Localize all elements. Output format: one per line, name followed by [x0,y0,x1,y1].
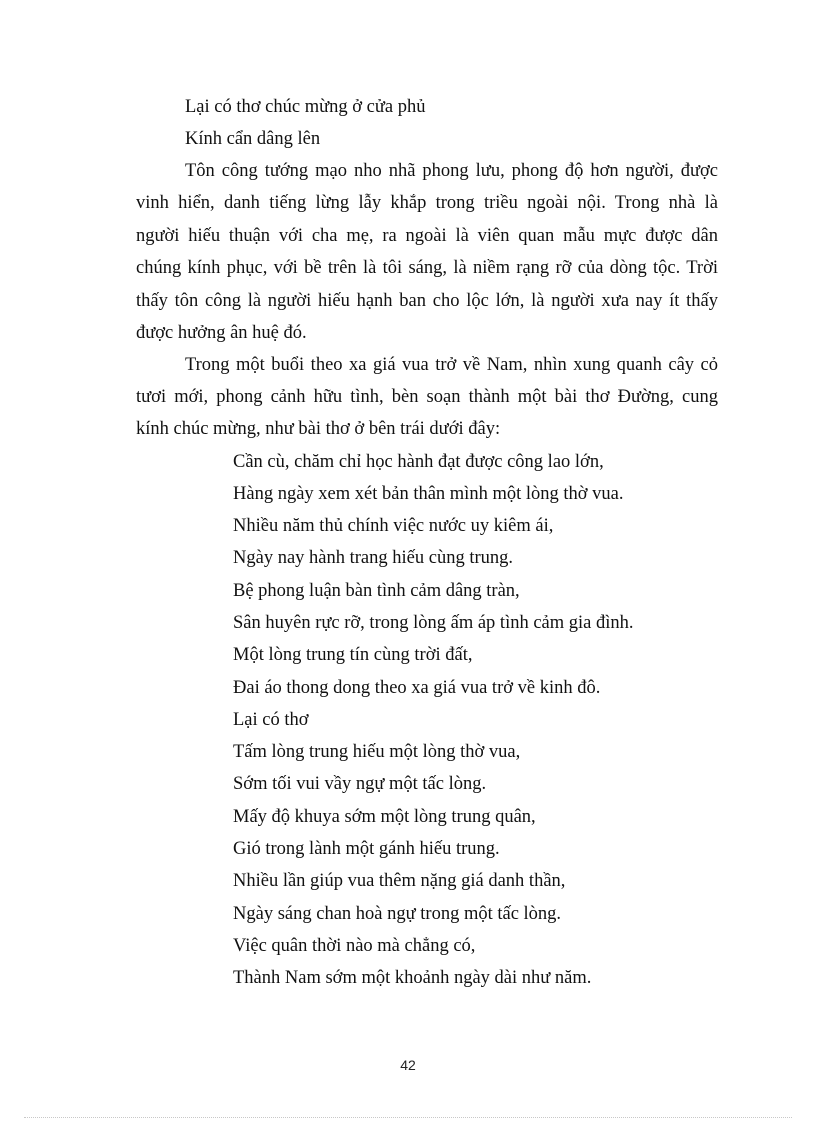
poem-line: Một lòng trung tín cùng trời đất, [233,645,473,665]
poem-line: Tấm lòng trung hiếu một lòng thờ vua, [233,742,521,762]
poem-line: Cần cù, chăm chỉ học hành đạt được công lao lớn, [233,452,604,472]
poem-line: Ngày nay hành trang hiếu cùng trung. [233,548,513,568]
poem-line: Việc quân thời nào mà chẳng có, [233,936,476,956]
poem-line: Sớm tối vui vầy ngự một tấc lòng. [233,774,487,794]
poem-line: Hàng ngày xem xét bản thân mình một lòng thờ vua. [233,484,624,504]
paragraph-line: kính chúc mừng, như bài thơ ở bên trái dưới đây: [136,419,501,439]
poem-line: Đai áo thong dong theo xa giá vua trở về kinh đô. [233,678,601,698]
poem-line: Nhiều lần giúp vua thêm nặng giá danh thần, [233,871,566,891]
paragraph-line: thấy tôn công là người hiếu hạnh ban cho lộc lớn, là người xưa nay ít thấy [136,291,718,311]
paragraph-line: chúng kính phục, với bề trên là tôi sáng, là niềm rạng rỡ của dòng tộc. Trời [136,258,718,278]
paragraph-line: được hưởng ân huệ đó. [136,323,307,343]
page-bottom-border [24,1117,792,1118]
paragraph-line: vinh hiển, danh tiếng lừng lẫy khắp trong triều ngoài nội. Trong nhà là [136,193,718,213]
poem-line: Bệ phong luận bàn tình cảm dâng tràn, [233,581,520,601]
poem-line: Mấy độ khuya sớm một lòng trung quân, [233,807,536,827]
intro-line: Kính cẩn dâng lên [185,129,321,149]
paragraph-line: người hiếu thuận với cha mẹ, ra ngoài là viên quan mẫu mực được dân [136,226,718,246]
poem-line: Nhiều năm thủ chính việc nước uy kiêm ái, [233,516,554,536]
intro-line: Lại có thơ chúc mừng ở cửa phủ [185,97,426,117]
paragraph-line: Trong một buổi theo xa giá vua trở về Nam, nhìn xung quanh cây cỏ [185,355,718,375]
poem-2-heading: Lại có thơ [233,710,309,730]
poem-line: Gió trong lành một gánh hiếu trung. [233,839,500,859]
paragraph-line: tươi mới, phong cảnh hữu tình, bèn soạn thành một bài thơ Đường, cung [136,387,718,407]
poem-line: Sân huyên rực rỡ, trong lòng ấm áp tình cảm gia đình. [233,613,634,633]
poem-line: Thành Nam sớm một khoảnh ngày dài như năm. [233,968,592,988]
paragraph-line: Tôn công tướng mạo nho nhã phong lưu, phong độ hơn người, được [185,161,718,181]
poem-line: Ngày sáng chan hoà ngự trong một tấc lòng. [233,904,562,924]
page-number: 42 [400,1057,416,1073]
